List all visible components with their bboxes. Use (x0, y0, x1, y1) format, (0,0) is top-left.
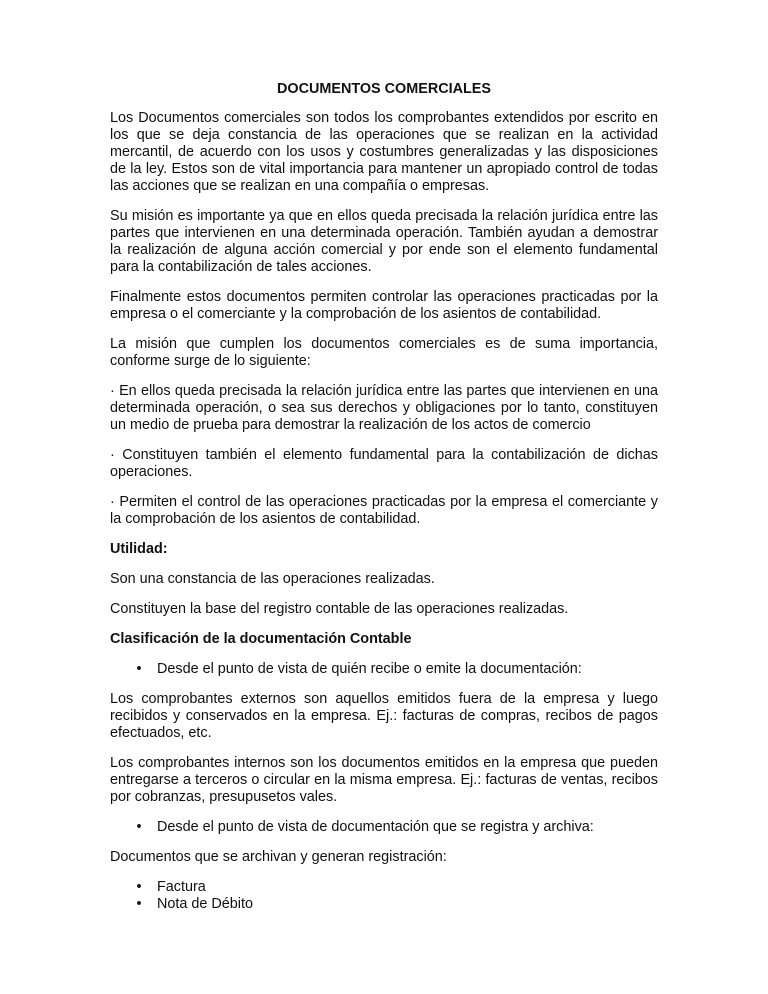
paragraph-definition: Los Documentos comerciales son todos los comprobantes extendidos por escrito en los que se deja constancia de las operaciones que se realizan en la actividad mercantil, de acuerdo con los usos y costumbres generalizadas y las disposiciones de la ley. Estos son de vital importancia para mantener un apropiado control de todas las acciones que se realizan en una compañía o empresas. (110, 110, 658, 194)
heading-utilidad: Utilidad: (110, 541, 168, 557)
list-item-text: Desde el punto de vista de quién recibe o emite la documentación: (157, 661, 582, 677)
paragraph-archivan-intro: Documentos que se archivan y generan registración: (110, 849, 447, 865)
list-item (110, 879, 658, 896)
paragraph-point-accounting: · Constituyen también el elemento fundamental para la contabilización de dichas operaciones. (110, 447, 658, 480)
paragraph-point-audit: · Permiten el control de las operaciones practicadas por la empresa el comerciante y la comprobación de los asientos de contabilidad. (110, 494, 658, 527)
paragraph-internos: Los comprobantes internos son los documentos emitidos en la empresa que pueden entregarse a terceros o circular en la misma empresa. Ej.: facturas de ventas, recibos por cobranzas, presupusetos vales. (110, 755, 658, 805)
bullet-icon: • (136, 879, 142, 895)
document-page (110, 81, 658, 926)
list-item-text: Desde el punto de vista de documentación que se registra y archiva: (157, 819, 594, 835)
bullet-icon: • (136, 819, 142, 835)
paragraph-mission: Su misión es importante ya que en ellos queda precisada la relación jurídica entre las partes que intervienen en una determinada operación. También ayudan a demostrar la realización de alguna acción comercial y por ende son el elemento fundamental para la contabilización de tales acciones. (110, 208, 658, 275)
bullet-icon: • (136, 661, 142, 677)
paragraph-point-legal: · En ellos queda precisada la relación jurídica entre las partes que intervienen en una determinada operación, o sea sus derechos y obligaciones por lo tanto, constituyen un medio de prueba para demostrar la realización de los actos de comercio (110, 383, 658, 433)
list-item-text: Factura (157, 879, 206, 895)
bullet-icon: • (136, 896, 142, 912)
archived-documents-list (110, 879, 658, 913)
list-item-text: Nota de Débito (157, 896, 253, 912)
list-item (110, 819, 658, 836)
list-item (110, 896, 658, 913)
classification-list-1 (110, 661, 658, 678)
document-title: DOCUMENTOS COMERCIALES (276, 81, 491, 97)
heading-clasificacion: Clasificación de la documentación Contable (110, 631, 412, 647)
paragraph-externos: Los comprobantes externos son aquellos emitidos fuera de la empresa y luego recibidos y conservados en la empresa. Ej.: facturas de compras, recibos de pagos efectuados, etc. (110, 691, 658, 741)
paragraph-importance: La misión que cumplen los documentos comerciales es de suma importancia, conforme surge de lo siguiente: (110, 336, 658, 369)
classification-list-2 (110, 819, 658, 836)
paragraph-control: Finalmente estos documentos permiten controlar las operaciones practicadas por la empresa o el comerciante y la comprobación de los asientos de contabilidad. (110, 289, 658, 322)
list-item (110, 661, 658, 678)
utilidad-item-1: Son una constancia de las operaciones realizadas. (110, 571, 435, 587)
utilidad-item-2: Constituyen la base del registro contable de las operaciones realizadas. (110, 601, 569, 617)
